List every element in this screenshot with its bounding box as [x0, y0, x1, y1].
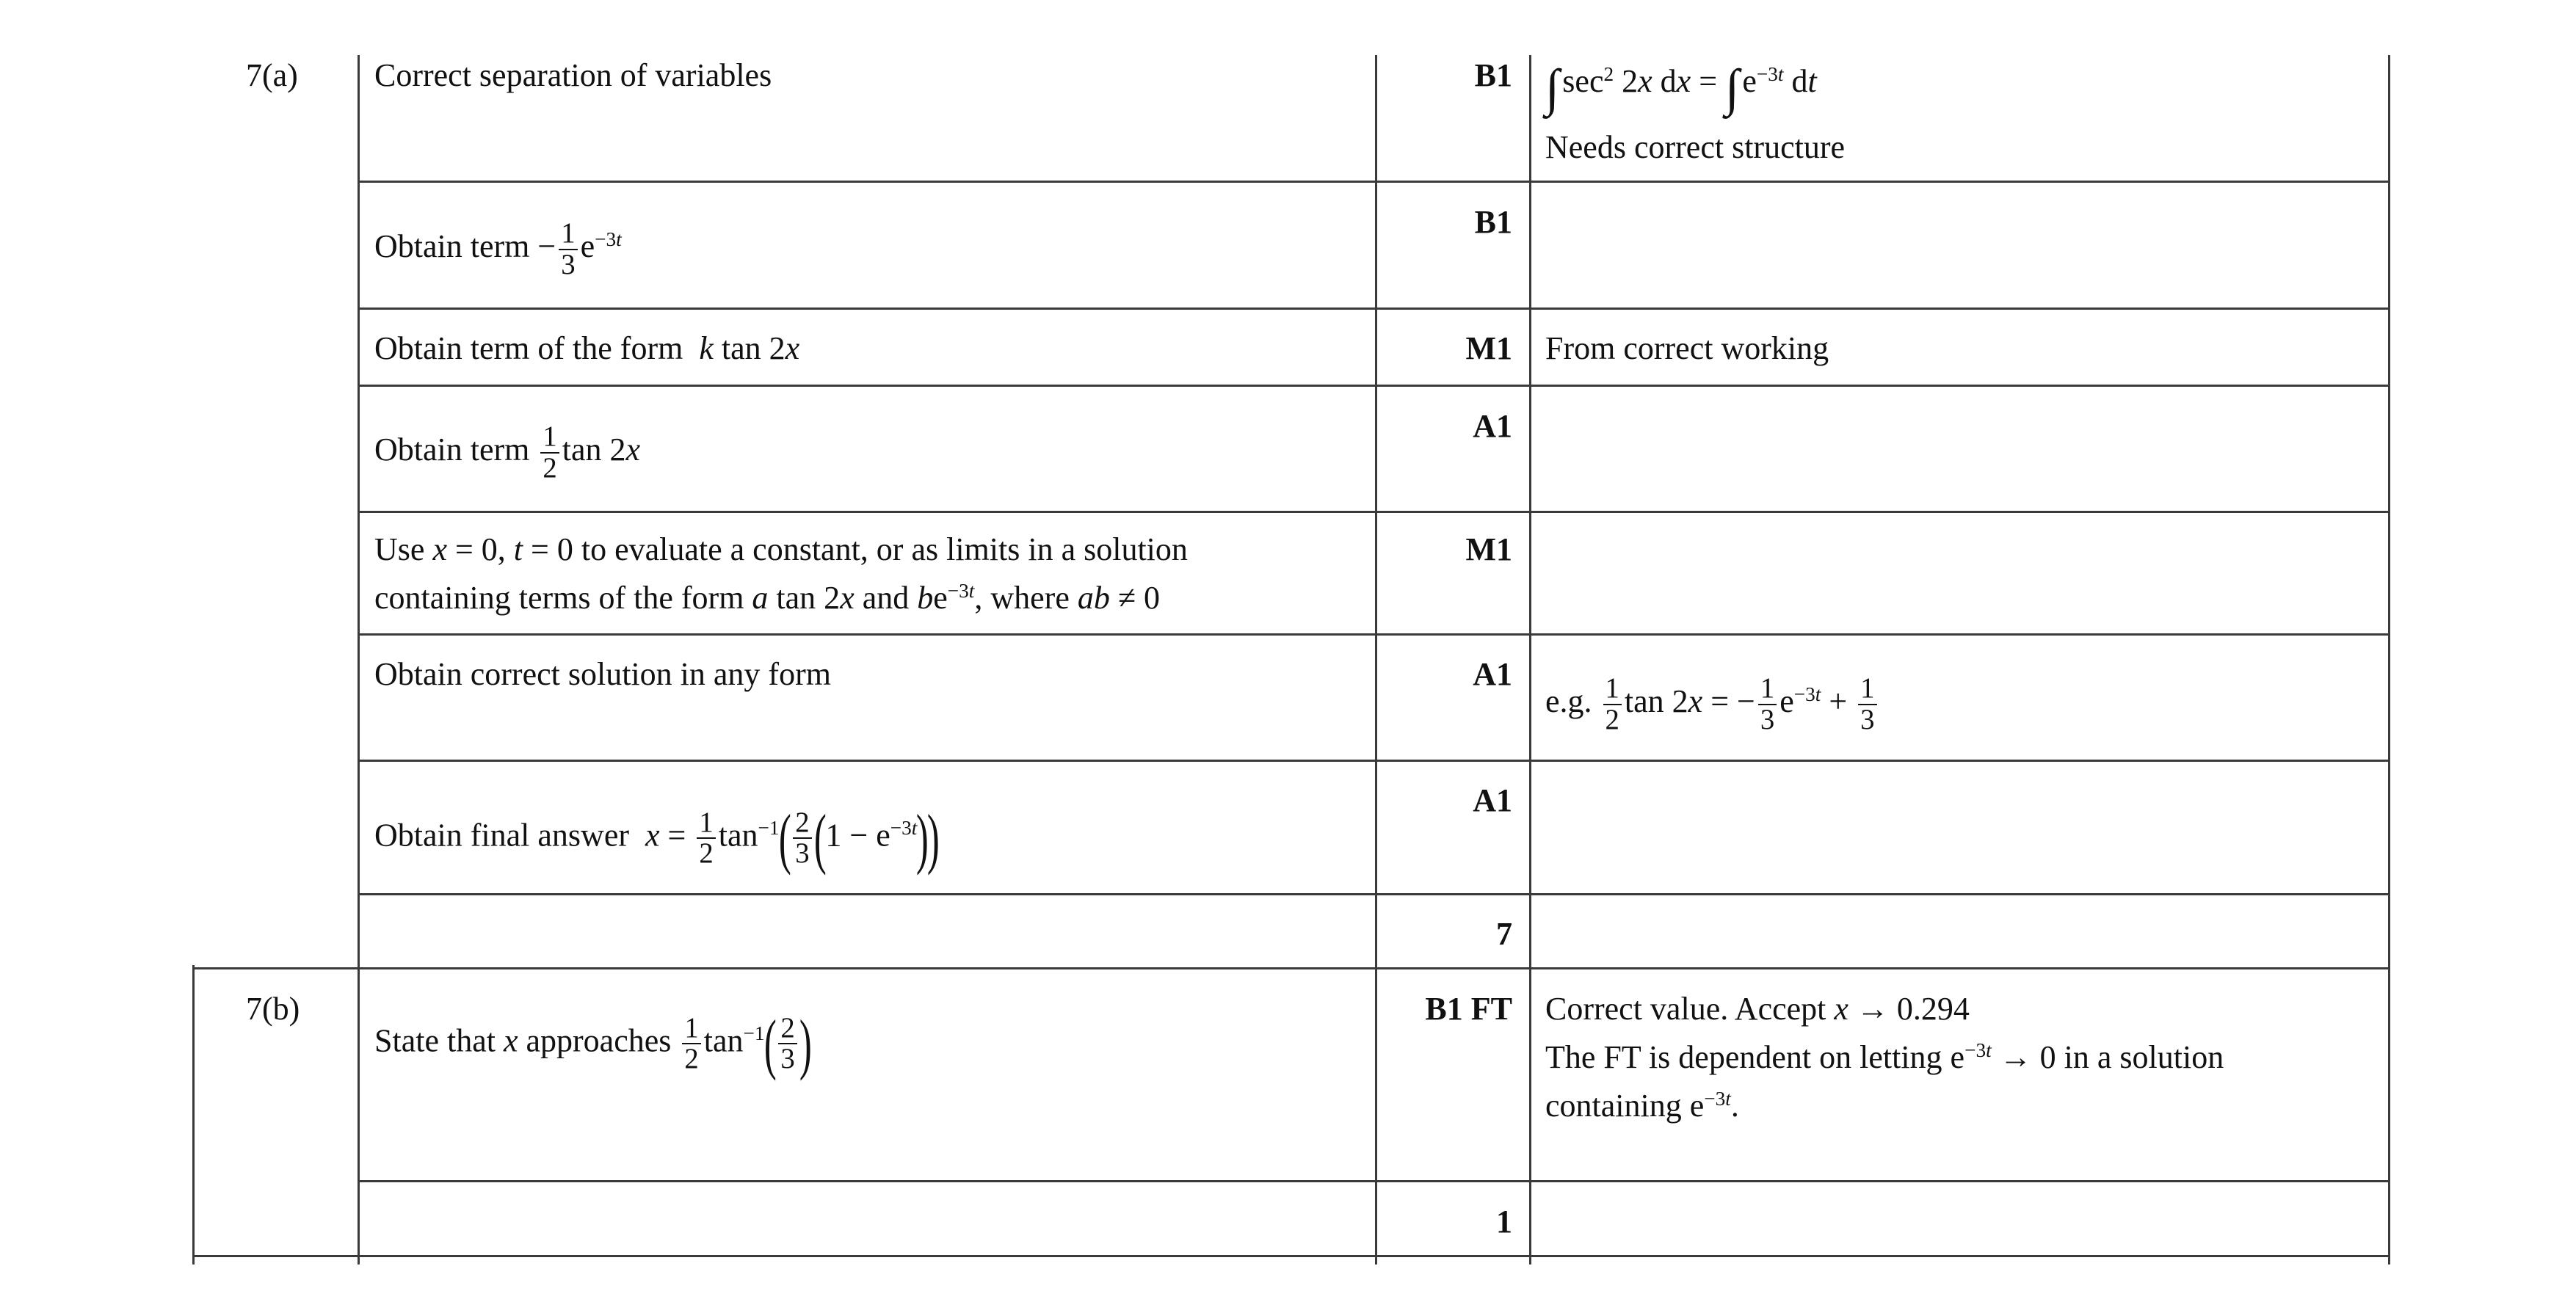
- mark-code: M1: [1465, 330, 1512, 366]
- answer-text: Obtain final answer x = $\frac{1}{2}$ $\tan^{-1}$( $\frac{2}{3}$ $(1 - e^{-3t})$): [374, 801, 940, 876]
- answer-text: State that x approaches $\frac{1}{2}$ $\tan^{-1}$( $\frac{2}{3}$ ): [374, 1006, 812, 1081]
- col-divider-question: [358, 55, 360, 1264]
- row-divider: [358, 511, 2390, 513]
- guidance-note: Needs correct structure: [1545, 129, 1846, 165]
- row-divider: [358, 308, 2390, 310]
- answer-text: Obtain term $\frac{1}{2}$ tan 2x: [374, 421, 641, 484]
- answer-text: containing terms of the form a tan 2x and $be^{-3t}$, where ab ≠ 0: [374, 580, 1161, 616]
- mark-code: A1: [1473, 408, 1512, 444]
- col-divider-marks: [1529, 55, 1531, 1264]
- answer-text: Use x = 0, t = 0 to evaluate a constant, or as limits in a solution: [374, 531, 1188, 567]
- mark-code: B1 FT: [1425, 991, 1512, 1027]
- mark-code: M1: [1465, 531, 1512, 567]
- row-divider: [358, 633, 2390, 636]
- table-border-bottom: [192, 1255, 2390, 1257]
- total-marks: 1: [1496, 1204, 1512, 1240]
- mark-code: A1: [1473, 656, 1512, 692]
- guidance-note: Correct value. Accept x → 0.294: [1545, 991, 1970, 1027]
- row-divider: [358, 181, 2390, 183]
- answer-text: Obtain correct solution in any form: [374, 656, 831, 692]
- col-divider-answer: [1375, 55, 1377, 1264]
- table-border-left: [192, 965, 195, 1264]
- mark-code: B1: [1474, 57, 1512, 93]
- table-border-right: [2388, 55, 2390, 1264]
- question-number: 7(b): [246, 991, 300, 1027]
- mark-code: A1: [1473, 782, 1512, 818]
- row-divider: [358, 760, 2390, 762]
- answer-text: Obtain term of the form k tan 2x: [374, 330, 800, 366]
- mark-code: B1: [1474, 204, 1512, 240]
- guidance-expression: e.g. $\frac{1}{2}$ tan 2x = − $\frac{1}{3}$ $e^{-3t}$ + $\frac{1}{3}$: [1545, 674, 1880, 735]
- row-divider: [358, 893, 2390, 895]
- question-divider: [192, 967, 2390, 969]
- question-number: 7(a): [246, 57, 298, 93]
- guidance-note: From correct working: [1545, 330, 1829, 366]
- total-marks: 7: [1496, 916, 1512, 952]
- row-divider: [358, 1180, 2390, 1182]
- guidance-expression: $\int\sec^2$ 2x dx = $\int e^{-3t}$ dt: [1545, 59, 1817, 117]
- guidance-note: The FT is dependent on letting $e^{-3t} \to 0$ in a solution: [1545, 1039, 2224, 1075]
- guidance-note: containing $e^{-3t}$.: [1545, 1088, 1739, 1124]
- answer-text: Obtain term − $\frac{1}{3}$ $e^{-3t}$: [374, 217, 622, 280]
- row-divider: [358, 385, 2390, 387]
- answer-text: Correct separation of variables: [374, 57, 772, 93]
